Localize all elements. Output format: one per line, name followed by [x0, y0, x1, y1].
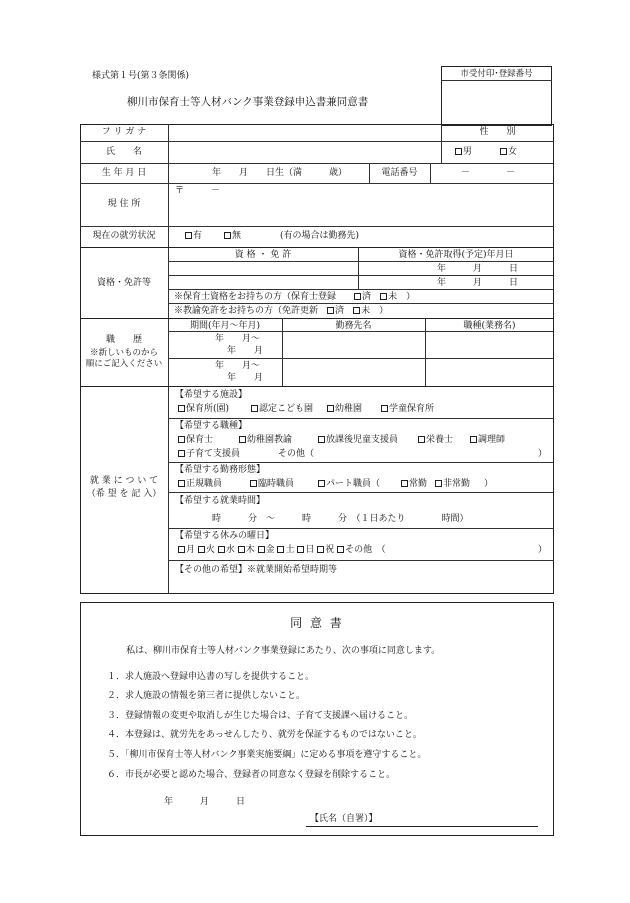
- parttime-fulltime-option[interactable]: 常勤: [401, 480, 427, 489]
- hours-title: 【希望する就業時間】: [175, 496, 266, 506]
- employment-no-option[interactable]: 無: [224, 232, 241, 241]
- facility-option-nursery[interactable]: 保育所(園): [178, 405, 229, 414]
- work-form-temporary[interactable]: 臨時職員: [250, 480, 294, 489]
- day-holiday-checkbox[interactable]: [317, 546, 324, 553]
- work-form-title: 【希望する勤務形態】: [175, 465, 266, 475]
- wishes-label: 就 業 に つ い て: [89, 476, 159, 486]
- job-afterschool-checkbox[interactable]: [318, 436, 325, 443]
- career-note-2: 順にご記入ください: [85, 359, 163, 369]
- day-sun-checkbox[interactable]: [297, 546, 304, 553]
- signature-field[interactable]: [390, 808, 536, 824]
- job-kindergarten-checkbox[interactable]: [239, 436, 246, 443]
- days-off-title: 【希望する休みの曜日】: [175, 531, 275, 541]
- day-tue-checkbox[interactable]: [198, 546, 205, 553]
- license-date-field-2[interactable]: 年 月 日: [437, 278, 519, 288]
- address-label: 現 住 所: [107, 199, 141, 209]
- facility-kindergarten-checkbox[interactable]: [327, 405, 334, 412]
- employment-yes-option[interactable]: 有: [185, 232, 202, 241]
- job-other-label: その他（: [278, 449, 315, 459]
- wishes-sublabel: （希 望 を 記 入）: [86, 489, 162, 499]
- name-field[interactable]: [170, 143, 440, 162]
- signature-line: [306, 826, 538, 827]
- job-other-field[interactable]: [330, 448, 530, 460]
- license-section-label: 資格・免許等: [96, 278, 151, 288]
- consent-item-5: ５．「柳川市保育士等人材バンク事業実施要綱」に定める事項を遵守すること。: [107, 750, 427, 760]
- work-form-regular[interactable]: 正規職員: [178, 480, 222, 489]
- employment-note: (有の場合は勤務先): [280, 231, 360, 241]
- signature-label: 【氏名（自署）】: [310, 814, 378, 824]
- stamp-label: 市受付印･登録番号: [460, 69, 533, 79]
- license-date-field-1[interactable]: 年 月 日: [437, 264, 519, 274]
- gender-female-option[interactable]: 女: [500, 148, 517, 157]
- furigana-field[interactable]: [170, 126, 440, 140]
- facility-option-kindergarten[interactable]: 幼稚園: [327, 405, 362, 414]
- career-label: 職 歴: [105, 335, 142, 345]
- phone-field[interactable]: － －: [461, 168, 516, 178]
- day-other-checkbox[interactable]: [337, 546, 344, 553]
- license-name-field-1[interactable]: [170, 262, 356, 274]
- facility-option-afterschool[interactable]: 学童保育所: [381, 405, 434, 414]
- career-from-field-2[interactable]: 年 月～: [215, 361, 261, 371]
- teacher-done-checkbox[interactable]: [327, 307, 334, 314]
- form-title: 柳川市保育士等人材バンク事業登録申込書兼同意書: [127, 96, 369, 108]
- days-other-close: ）: [538, 545, 548, 555]
- female-checkbox[interactable]: [500, 148, 507, 155]
- facility-afterschool-checkbox[interactable]: [381, 405, 388, 412]
- consent-item-4: ４．本登録は、就労先をあっせんしたり、就労を保証するものではないこと。: [107, 730, 422, 740]
- job-type-field-2[interactable]: [427, 359, 553, 385]
- birthdate-label: 生 年 月 日: [101, 168, 147, 178]
- period-column-header: 期間(年月～年月): [189, 321, 261, 331]
- facility-nursery-checkbox[interactable]: [178, 405, 185, 412]
- job-type-field-1[interactable]: [427, 332, 553, 357]
- furigana-label: フ リ ガ ナ: [101, 127, 147, 137]
- regular-staff-checkbox[interactable]: [178, 480, 185, 487]
- work-form-close: ）: [484, 479, 494, 489]
- career-to-field-2[interactable]: 年 月: [227, 373, 264, 383]
- parttime-nonfulltime-option[interactable]: 非常勤: [435, 480, 470, 489]
- days-off-options: 月 火 水 木 金 土 日 祝 その他 （: [178, 546, 386, 555]
- postal-code-field[interactable]: 〒 －: [175, 186, 221, 196]
- consent-title: 同 意 書: [290, 616, 344, 630]
- facility-kodomoen-checkbox[interactable]: [251, 405, 258, 412]
- job-title: 【希望する職種】: [175, 421, 248, 431]
- consent-item-1: １．求人施設へ登録申込書の写しを提供すること。: [107, 672, 315, 682]
- job-nursery-checkbox[interactable]: [178, 436, 185, 443]
- job-cook-checkbox[interactable]: [470, 436, 477, 443]
- day-fri-checkbox[interactable]: [258, 546, 265, 553]
- consent-item-3: ３．登録情報の変更や取消しが生じた場合は、子育て支援課へ届けること。: [107, 711, 414, 721]
- job-option-nutritionist[interactable]: 栄養士: [418, 436, 453, 445]
- job-option-childcare-support[interactable]: 子育て支援員: [178, 450, 240, 459]
- teacher-license-row: ※教諭免許をお持ちの方（免許更新 済 未 ）: [174, 306, 389, 316]
- day-sat-checkbox[interactable]: [277, 546, 284, 553]
- other-wishes-field[interactable]: [170, 578, 552, 592]
- name-label: 氏 名: [105, 147, 142, 157]
- nursery-done-checkbox[interactable]: [354, 293, 361, 300]
- employment-no-checkbox[interactable]: [224, 232, 231, 239]
- nursery-registration-row: ※保育士資格をお持ちの方（保育士登録 済 未 ）: [174, 292, 416, 302]
- day-mon-checkbox[interactable]: [178, 546, 185, 553]
- work-form-parttime[interactable]: パート職員（: [318, 480, 380, 489]
- license-name-field-2[interactable]: [170, 276, 356, 288]
- other-wishes-row: 【その他の希望】※就業開始希望時期等: [175, 565, 338, 575]
- day-thu-checkbox[interactable]: [238, 546, 245, 553]
- consent-item-6: ６．市長が必要と認めた場合、登録者の同意なく登録を削除すること。: [107, 770, 396, 780]
- consent-item-2: ２．求人施設の情報を第三者に提供しないこと。: [107, 691, 306, 701]
- employer-column-header: 勤務先名: [335, 321, 372, 331]
- nursery-notyet-checkbox[interactable]: [380, 293, 387, 300]
- career-to-field-1[interactable]: 年 月: [227, 346, 264, 356]
- job-option-kindergarten-teacher[interactable]: 幼稚園教諭: [239, 436, 292, 445]
- employer-field-2[interactable]: [284, 359, 424, 385]
- male-checkbox[interactable]: [455, 148, 462, 155]
- license-date-column-header: 資格・免許取得(予定)年月日: [398, 250, 514, 260]
- facility-title: 【希望する施設】: [175, 390, 248, 400]
- parttime-nonfulltime-checkbox[interactable]: [435, 480, 442, 487]
- gender-male-option[interactable]: 男: [455, 148, 472, 157]
- phone-label: 電話番号: [381, 168, 418, 178]
- job-option-nursery-teacher[interactable]: 保育士: [178, 436, 213, 445]
- license-column-header: 資 格 ・ 免 許: [234, 250, 292, 260]
- job-option-cook[interactable]: 調理師: [470, 436, 505, 445]
- gender-label: 性 別: [479, 127, 516, 137]
- job-type-column-header: 職種(業務名): [463, 321, 516, 331]
- career-from-field-1[interactable]: 年 月～: [215, 334, 261, 344]
- form-number: 様式第１号(第３条関係): [92, 71, 190, 81]
- address-field[interactable]: [170, 198, 552, 224]
- consent-date-field[interactable]: 年 月 日: [164, 797, 246, 807]
- day-wed-checkbox[interactable]: [218, 546, 225, 553]
- hours-field[interactable]: 時 分 ～ 時 分 （１日あたり 時間）: [212, 514, 469, 524]
- job-option-afterschool-staff[interactable]: 放課後児童支援員: [318, 436, 398, 445]
- teacher-notyet-checkbox[interactable]: [353, 307, 360, 314]
- job-other-close: ）: [538, 449, 548, 459]
- parttime-staff-checkbox[interactable]: [318, 480, 325, 487]
- facility-option-kodomoen[interactable]: 認定こども園: [251, 405, 313, 414]
- employment-yes-checkbox[interactable]: [185, 232, 192, 239]
- employment-status-label: 現在の就労状況: [92, 231, 156, 241]
- consent-intro: 私は、柳川市保育士等人材バンク事業登録にあたり、次の事項に同意します。: [126, 646, 441, 656]
- job-nutritionist-checkbox[interactable]: [418, 436, 425, 443]
- parttime-fulltime-checkbox[interactable]: [401, 480, 408, 487]
- birthdate-field[interactable]: 年 月 日生（満 歳）: [212, 168, 348, 178]
- job-support-checkbox[interactable]: [178, 450, 185, 457]
- career-note-1: ※新しいものから: [89, 348, 158, 358]
- temporary-staff-checkbox[interactable]: [250, 480, 257, 487]
- employer-field-1[interactable]: [284, 332, 424, 357]
